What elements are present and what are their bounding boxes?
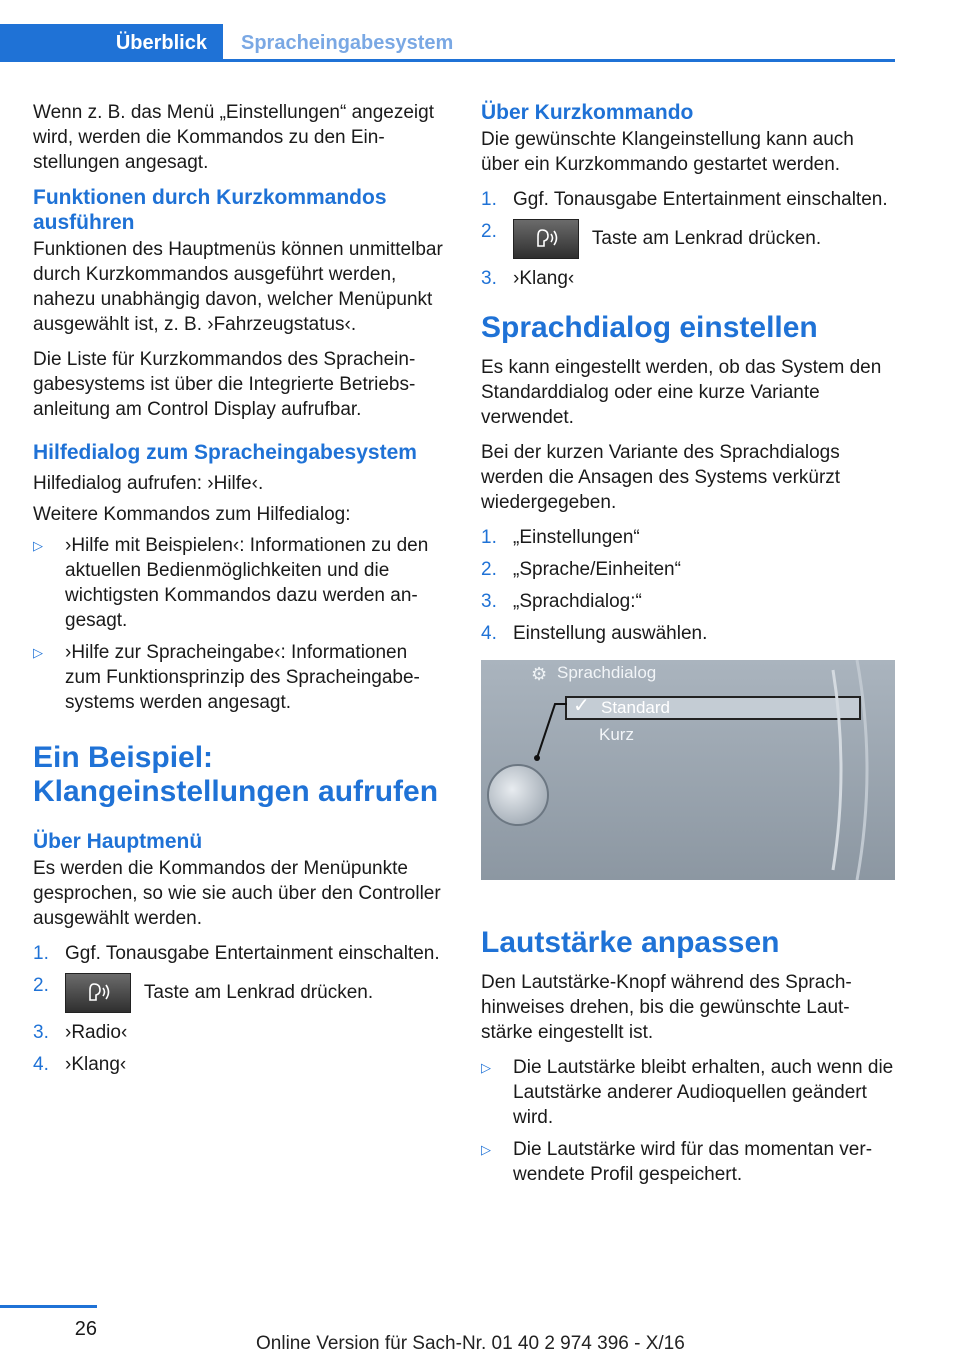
screen-option: Kurz <box>599 725 634 744</box>
left-column <box>33 100 448 1084</box>
triangle-bullet-icon: ▷ <box>33 538 43 553</box>
list-item: 2. „Sprache/Einheiten“ <box>481 559 681 580</box>
lautstaerke-bullet-list <box>481 1055 895 1187</box>
kurzkommando-steps <box>481 187 895 291</box>
dialog-steps <box>481 525 895 646</box>
footer-online-version: Online Version für Sach-Nr. 01 40 2 974 396 - X/16 <box>256 1333 685 1354</box>
list-item: 4. Einstellung auswählen. <box>481 623 708 644</box>
triangle-bullet-icon: ▷ <box>481 1142 491 1157</box>
list-item: 4. ›Klang‹ <box>33 1054 127 1075</box>
paragraph-kurz-2: Die Liste für Kurzkommandos des Spracheingabesystems ist über die Integrierte Betriebsanleitung am Control Display aufrufbar. <box>33 349 416 420</box>
voice-button-icon <box>513 219 579 259</box>
checkmark-icon: ✓ <box>573 695 590 717</box>
triangle-bullet-icon: ▷ <box>33 645 43 660</box>
hauptmenue-steps <box>33 941 448 1077</box>
heading-beispiel: Ein Beispiel: Klangeinstellungen aufrufen <box>33 741 439 808</box>
paragraph-kurz-1: Funktionen des Hauptmenüs können unmittelbar durch Kurzkommandos ausgeführt werden, nahezu unabhängig davon, welcher Menüpunkt ausgewählt ist, z. B. ›Fahrzeugstatus‹. <box>33 239 443 335</box>
list-item: 1. „Einstellungen“ <box>481 527 640 548</box>
section-tab-title: Spracheingabesystem <box>241 31 454 54</box>
heading-hilfedialog: Hilfedialog zum Spracheingabesystem <box>33 441 417 464</box>
list-item: 1. Ggf. Tonausgabe Entertainment einschalten. <box>481 189 888 210</box>
heading-lautstaerke: Lautstärke anpassen <box>481 926 780 959</box>
paragraph-dialog-2: Bei der kurzen Variante des Sprachdialogs werden die Ansagen des Systems verkürzt wiedergegeben. <box>481 442 841 513</box>
footer-rule <box>0 1305 97 1308</box>
header-rule <box>223 59 895 62</box>
paragraph-hilfe-1: Hilfedialog aufrufen: ›Hilfe‹. <box>33 473 264 494</box>
heading-kurzkommandos: Funktionen durch Kurzkommandos ausführen <box>33 186 387 234</box>
paragraph-hilfe-2: Weitere Kommandos zum Hilfedialog: <box>33 504 351 525</box>
list-item: 1. Ggf. Tonausgabe Entertainment einschalten. <box>33 943 440 964</box>
control-display-screenshot <box>481 660 895 880</box>
list-item: 3. „Sprachdialog:“ <box>481 591 642 612</box>
right-column <box>481 100 895 1194</box>
hilfe-bullet-list <box>33 533 448 715</box>
section-tab-active: Überblick <box>0 24 223 62</box>
page-number: 26 <box>74 1318 97 1340</box>
screen-selected-option: Standard <box>565 696 861 720</box>
screen-title: Sprachdialog <box>557 663 657 682</box>
heading-sprachdialog: Sprachdialog einstellen <box>481 311 818 344</box>
list-item: 2. Taste am Lenkrad drücken. <box>481 219 895 259</box>
paragraph-dialog-1: Es kann eingestellt werden, ob das System den Standarddialog oder eine kurze Variante verwendet. <box>481 357 882 428</box>
pointer-line <box>481 660 895 880</box>
heading-hauptmenue: Über Hauptmenü <box>33 830 203 853</box>
controller-knob-icon <box>487 764 549 826</box>
page-header <box>0 24 895 62</box>
intro-paragraph: Wenn z. B. das Menü „Einstellungen“ angezeigt wird, werden die Kommandos zu den Einstellungen angesagt. <box>33 102 434 173</box>
list-item: ▷ Die Lautstärke wird für das momentan verwendete Profil gespeichert. <box>481 1139 873 1185</box>
list-item: ▷ ›Hilfe mit Beispielen‹: Informationen zu den aktuellen Bedienmöglichkeiten und die wichtigsten Kommandos dazu werden angesagt. <box>33 535 429 631</box>
list-item: 2. Taste am Lenkrad drücken. <box>33 973 448 1013</box>
list-item: ▷ ›Hilfe zur Spracheingabe‹: Informationen zum Funktionsprinzip des Spracheingabesystems werden angesagt. <box>33 642 420 713</box>
paragraph-hauptmenue: Es werden die Kommandos der Menüpunkte gesprochen, so wie sie auch über den Controller ausgewählt werden. <box>33 858 441 929</box>
voice-button-icon <box>65 973 131 1013</box>
list-item: ▷ Die Lautstärke bleibt erhalten, auch wenn die Lautstärke anderer Audioquellen geändert wird. <box>481 1057 894 1128</box>
triangle-bullet-icon: ▷ <box>481 1060 491 1075</box>
paragraph-lautstaerke: Den Lautstärke-Knopf während des Sprachhinweises drehen, bis die gewünschte Lautstärke eingestellt ist. <box>481 972 852 1043</box>
paragraph-kurzkommando: Die gewünschte Klangeinstellung kann auch über ein Kurzkommando gestartet werden. <box>481 129 854 175</box>
list-item: 3. ›Radio‹ <box>33 1022 128 1043</box>
list-item: 3. ›Klang‹ <box>481 268 575 289</box>
heading-kurzkommando: Über Kurzkommando <box>481 101 694 124</box>
gear-icon: ⚙ <box>531 664 548 684</box>
